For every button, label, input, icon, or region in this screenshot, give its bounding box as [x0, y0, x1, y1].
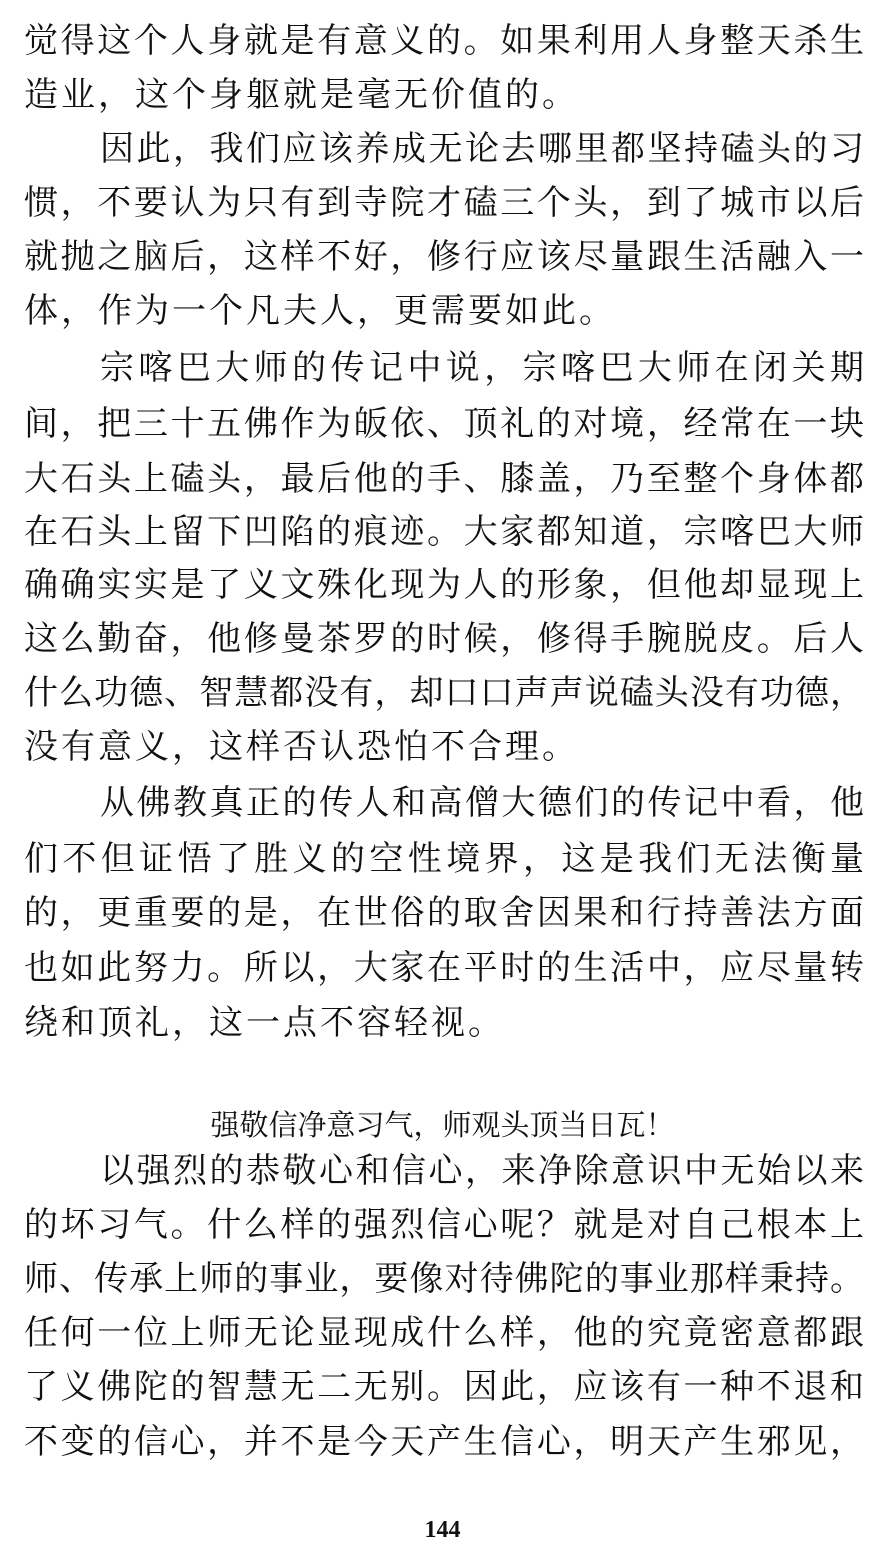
body-text-line: 也如此努力。所以，大家在平时的生活中，应尽量转 [24, 948, 864, 988]
body-text-line: 惯，不要认为只有到寺院才磕三个头，到了城市以后 [24, 183, 864, 223]
body-text-line: 任何一位上师无论显现成什么样，他的究竟密意都跟 [24, 1313, 864, 1353]
paragraph-first-line: 以强烈的恭敬心和信心，来净除意识中无始以来 [100, 1151, 864, 1191]
body-text-line: 确确实实是了义文殊化现为人的形象，但他却显现上 [24, 565, 864, 605]
body-text-line: 们不但证悟了胜义的空性境界，这是我们无法衡量 [24, 839, 864, 879]
body-text-line: 什么功德、智慧都没有，却口口声声说磕头没有功德， [24, 673, 864, 713]
body-text-line: 大石头上磕头，最后他的手、膝盖，乃至整个身体都 [24, 459, 864, 499]
page-number: 144 [424, 1517, 461, 1543]
body-text-line: 不变的信心，并不是今天产生信心，明天产生邪见， [24, 1422, 864, 1462]
body-text-line: 的坏习气。什么样的强烈信心呢？就是对自己根本上 [24, 1205, 864, 1245]
body-text-line: 觉得这个人身就是有意义的。如果利用人身整天杀生 [24, 21, 864, 61]
body-text-line: 绕和顶礼，这一点不容轻视。 [24, 1003, 505, 1043]
body-text-line: 在石头上留下凹陷的痕迹。大家都知道，宗喀巴大师 [24, 512, 864, 552]
body-text-line: 的，更重要的是，在世俗的取舍因果和行持善法方面 [24, 893, 864, 933]
body-text-line: 这么勤奋，他修曼茶罗的时候，修得手腕脱皮。后人 [24, 619, 864, 659]
paragraph-first-line: 因此，我们应该养成无论去哪里都坚持磕头的习 [100, 129, 864, 169]
body-text-line: 师、传承上师的事业，要像对待佛陀的事业那样秉持。 [24, 1259, 864, 1299]
paragraph-first-line: 宗喀巴大师的传记中说，宗喀巴大师在闭关期 [100, 348, 864, 388]
paragraph-first-line: 从佛教真正的传人和高僧大德们的传记中看，他 [100, 783, 864, 823]
body-text-line: 间，把三十五佛作为皈依、顶礼的对境，经常在一块 [24, 404, 864, 444]
body-text-line: 造业，这个身躯就是毫无价值的。 [24, 75, 579, 115]
body-text-line: 就抛之脑后，这样不好，修行应该尽量跟生活融入一 [24, 237, 864, 277]
body-text-line: 没有意义，这样否认恐怕不合理。 [24, 727, 579, 767]
body-text-line: 体，作为一个凡夫人，更需要如此。 [24, 291, 616, 331]
body-text-line: 了义佛陀的智慧无二无别。因此，应该有一种不退和 [24, 1367, 864, 1407]
section-heading: 强敬信净意习气，师观头顶当日瓦！ [210, 1108, 675, 1142]
